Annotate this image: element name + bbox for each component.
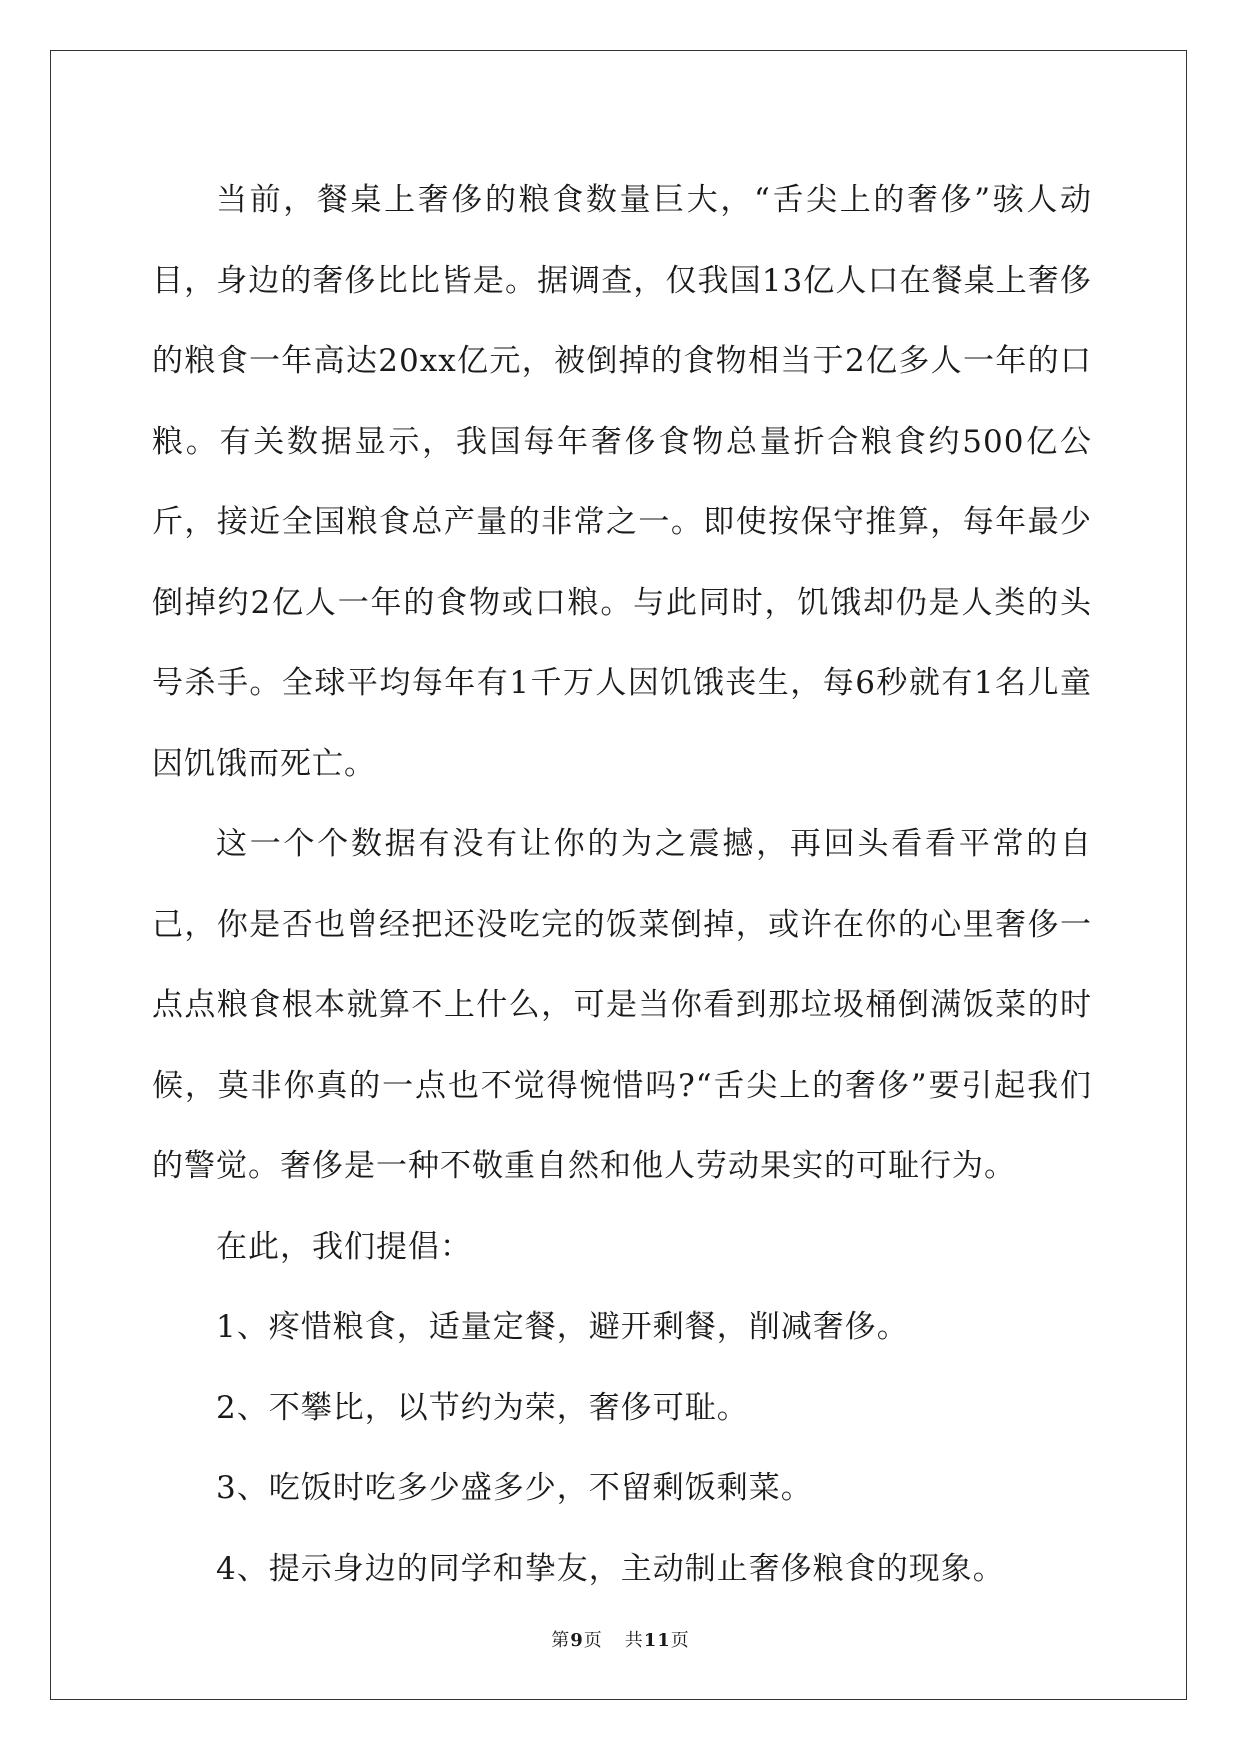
total-suffix: 页 <box>670 1630 690 1651</box>
proposal-item-2: 2、不攀比，以节约为荣，奢侈可耻。 <box>216 1389 749 1426</box>
paragraph-proposal-intro: 在此，我们提倡： <box>216 1228 472 1265</box>
page-footer <box>0 1626 1241 1652</box>
page-number: 9 <box>570 1630 584 1651</box>
total-prefix: 共 <box>624 1630 644 1651</box>
page-suffix: 页 <box>583 1630 603 1651</box>
page-prefix: 第 <box>551 1630 571 1651</box>
proposal-item-3: 3、吃饭时吃多少盛多少，不留剩饭剩菜。 <box>216 1470 813 1506</box>
proposal-item-1: 1、疼惜粮食，适量定餐，避开剩餐，削减奢侈。 <box>216 1309 909 1345</box>
paragraph-reflection: 这一个个数据有没有让你的为之震撼，再回头看看平常的自己，你是否也曾经把还没吃完的饭菜倒掉，或许在你的心里奢侈一点点粮食根本就算不上什么，可是当你看到那垃圾桶倒满饭菜的时候，莫非你真的一点也不觉得惋惜吗?“舌尖上的奢侈”要引起我们的警觉。奢侈是一种不敬重自然和他人劳动果实的可耻行为。 <box>152 826 1092 1184</box>
document-body <box>152 160 1092 1609</box>
paragraph-food-waste-statistics: 当前，餐桌上奢侈的粮食数量巨大，“舌尖上的奢侈”骇人动目，身边的奢侈比比皆是。据调查，仅我国13亿人口在餐桌上奢侈的粮食一年高达20xx亿元，被倒掉的食物相当于2亿多人一年的口粮。有关数据显示，我国每年奢侈食物总量折合粮食约500亿公斤，接近全国粮食总产量的非常之一。即使按保守推算，每年最少倒掉约2亿人一年的食物或口粮。与此同时，饥饿却仍是人类的头号杀手。全球平均每年有1千万人因饥饿丧生，每6秒就有1名儿童因饥饿而死亡。 <box>152 182 1092 782</box>
total-pages: 11 <box>643 1630 671 1651</box>
proposal-item-4: 4、提示身边的同学和挚友，主动制止奢侈粮食的现象。 <box>216 1550 1005 1587</box>
